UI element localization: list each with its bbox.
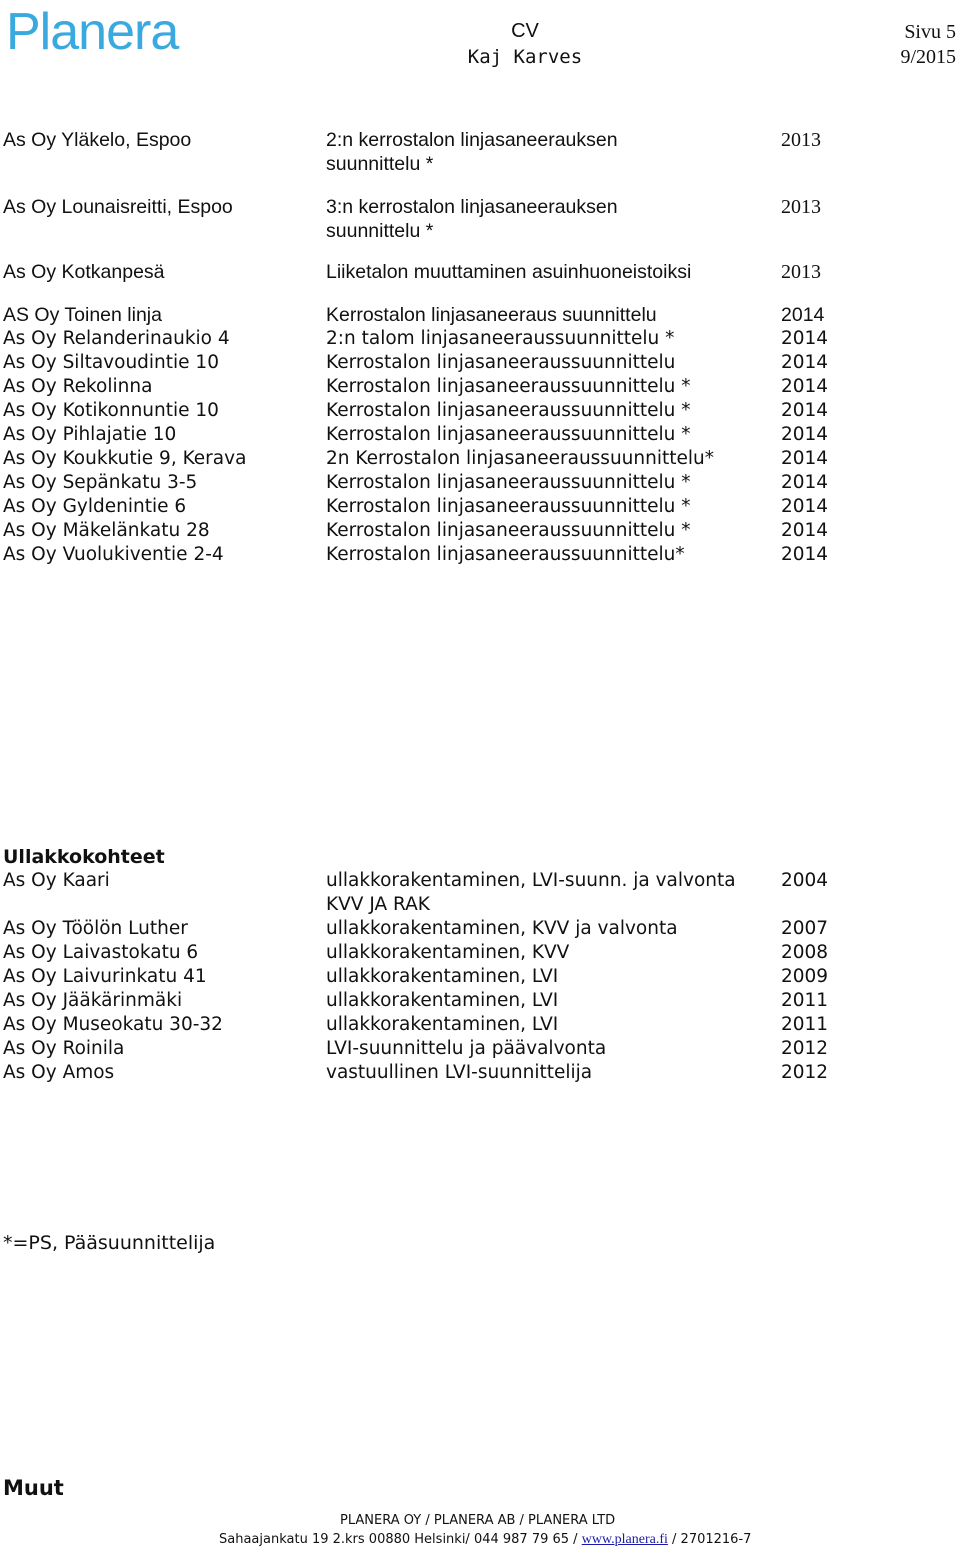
project-year: 2014 [781,448,829,469]
footer-company: PLANERA OY / PLANERA AB / PLANERA LTD [340,1513,616,1528]
project-client: As Oy Yläkelo, Espoo [3,129,192,151]
attic-description: LVI-suunnittelu ja päävalvonta [326,1038,607,1059]
project-year: 2014 [781,400,829,421]
project-client: As Oy Kotikonnuntie 10 [3,400,219,421]
section-title-attic: Ullakkokohteet [3,846,165,868]
planera-logo: Planera [6,3,179,61]
project-client: As Oy Mäkelänkatu 28 [3,520,210,541]
document-title: CV [511,20,539,42]
project-year: 2014 [781,496,829,517]
attic-row [0,1061,960,1109]
section-title-other: Muut [3,1476,64,1500]
attic-client: As Oy Museokatu 30-32 [3,1014,223,1035]
project-year: 2013 [781,261,821,283]
project-client: As Oy Vuolukiventie 2-4 [3,544,224,565]
project-client: As Oy Lounaisreitti, Espoo [3,196,233,218]
project-year: 2014 [781,424,829,445]
attic-year: 2009 [781,966,829,987]
attic-year: 2008 [781,942,829,963]
project-year: 2014 [781,472,829,493]
project-description: 2:n talom linjasaneeraussuunnittelu * [326,328,675,349]
footer-address-line [219,1531,751,1549]
project-client: As Oy Relanderinaukio 4 [3,328,230,349]
footer-website-link[interactable]: www.planera.fi [581,1532,668,1547]
project-client: As Oy Koukkutie 9, Kerava [3,448,247,469]
project-year: 2014 [781,328,829,349]
attic-year: 2004 [781,870,829,891]
project-year: 2014 [781,520,829,541]
attic-client: As Oy Töölön Luther [3,918,188,939]
project-client: As Oy Pihlajatie 10 [3,424,177,445]
attic-client: As Oy Amos [3,1062,115,1083]
attic-year: 2012 [781,1038,829,1059]
project-description: 3:n kerrostalon linjasaneerauksen suunnittelu * [326,196,618,242]
project-description: Kerrostalon linjasaneeraussuunnittelu * [326,400,691,421]
project-row [0,543,960,591]
project-description: Kerrostalon linjasaneeraussuunnittelu * [326,472,691,493]
project-client: As Oy Kotkanpesä [3,261,165,283]
footnote: *=PS, Pääsuunnittelija [3,1232,216,1254]
project-description: Kerrostalon linjasaneeraussuunnittelu * [326,520,691,541]
attic-description: ullakkorakentaminen, LVI-suunn. ja valvonta KVV JA RAK [326,870,736,915]
project-year: 2014 [781,304,825,326]
footer-business-id: / 2701216-7 [672,1532,752,1547]
project-description: Liiketalon muuttaminen asuinhuoneistoiksi [326,261,692,283]
document-date: 9/2015 [900,46,956,68]
attic-client: As Oy Jääkärinmäki [3,990,183,1011]
project-client: As Oy Siltavoudintie 10 [3,352,219,373]
project-year: 2014 [781,352,829,373]
person-name: Kaj Karves [467,46,583,68]
project-client: As Oy Sepänkatu 3-5 [3,472,198,493]
project-description: 2n Kerrostalon linjasaneeraussuunnittelu* [326,448,714,469]
project-description: 2:n kerrostalon linjasaneerauksen suunnittelu * [326,129,618,175]
project-description: Kerrostalon linjasaneeraussuunnittelu [326,352,676,373]
project-description: Kerrostalon linjasaneeraus suunnittelu [326,304,657,326]
attic-description: ullakkorakentaminen, LVI [326,966,559,987]
project-year: 2014 [781,376,829,397]
attic-description: vastuullinen LVI-suunnittelija [326,1062,593,1083]
page-number: Sivu 5 [904,21,956,43]
attic-row [0,869,960,917]
project-year: 2013 [781,129,821,151]
project-client: AS Oy Toinen linja [3,304,162,326]
attic-client: As Oy Laivurinkatu 41 [3,966,207,987]
attic-description: ullakkorakentaminen, LVI [326,1014,559,1035]
project-description: Kerrostalon linjasaneeraussuunnittelu* [326,544,685,565]
project-client: As Oy Gyldenintie 6 [3,496,187,517]
attic-client: As Oy Roinila [3,1038,125,1059]
attic-description: ullakkorakentaminen, KVV ja valvonta [326,918,678,939]
project-row [0,195,960,243]
attic-year: 2011 [781,1014,829,1035]
project-description: Kerrostalon linjasaneeraussuunnittelu * [326,424,691,445]
attic-year: 2007 [781,918,829,939]
project-row [0,260,960,308]
attic-year: 2011 [781,990,829,1011]
project-description: Kerrostalon linjasaneeraussuunnittelu * [326,496,691,517]
attic-description: ullakkorakentaminen, KVV [326,942,570,963]
project-year: 2013 [781,196,821,218]
attic-client: As Oy Laivastokatu 6 [3,942,199,963]
project-year: 2014 [781,544,829,565]
footer-address: Sahaajankatu 19 2.krs 00880 Helsinki/ 044 987 79 65 / [219,1532,578,1547]
attic-year: 2012 [781,1062,829,1083]
project-client: As Oy Rekolinna [3,376,153,397]
project-description: Kerrostalon linjasaneeraussuunnittelu * [326,376,691,397]
attic-description: ullakkorakentaminen, LVI [326,990,559,1011]
project-row [0,128,960,176]
attic-client: As Oy Kaari [3,870,110,891]
